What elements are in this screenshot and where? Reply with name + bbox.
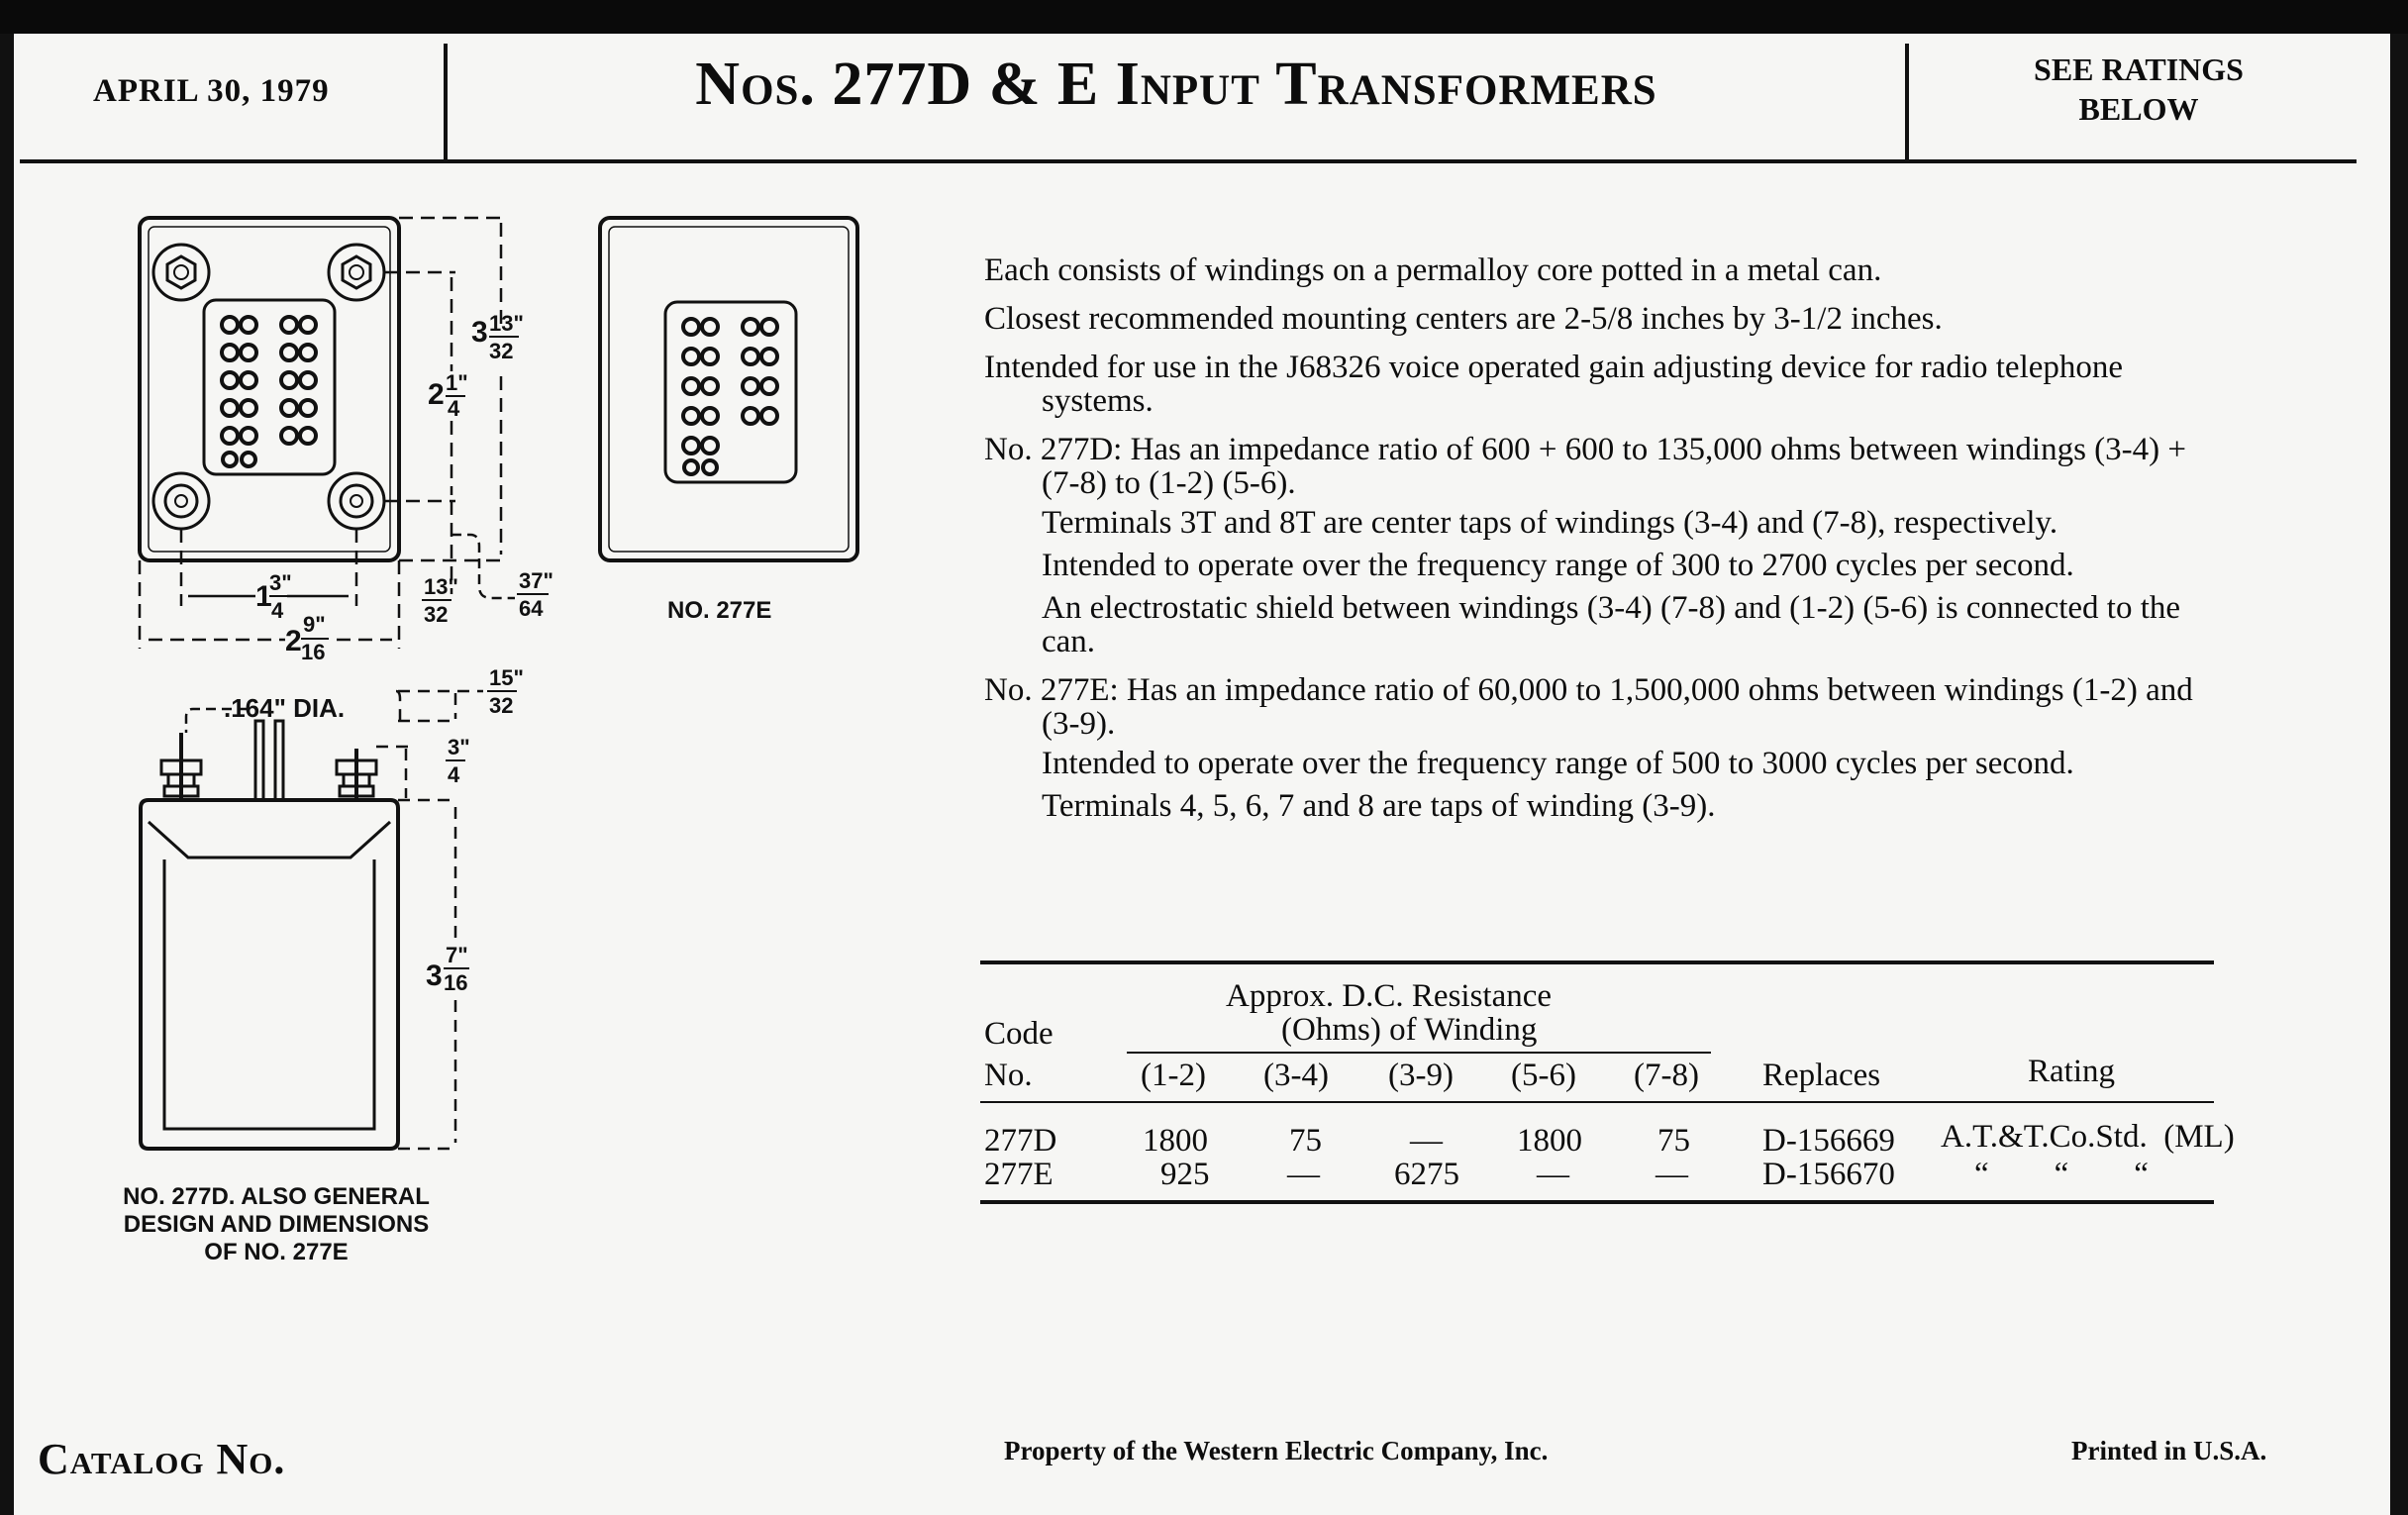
terminal-stud-right (337, 749, 376, 800)
dim-3-7-16-whole: 3 (426, 960, 443, 992)
desc-mounting: Closest recommended mounting centers are 2-5/8 inches by 3-1/2 inches. (984, 301, 1943, 337)
dim-15-32-num: 15" (489, 665, 524, 690)
col-header-3-4: (3-4) (1263, 1058, 1329, 1093)
desc-277e-taps: Terminals 4, 5, 6, 7 and 8 are taps of winding (3-9). (1042, 788, 1716, 824)
table-header-rule (980, 1101, 2214, 1103)
row-277e-r34: — (1287, 1157, 1320, 1192)
ratings-note-line1: SEE RATINGS (2034, 51, 2244, 87)
row-277d-r78: 75 (1657, 1123, 1690, 1159)
property-notice: Property of the Western Electric Company, Inc. (1004, 1436, 1549, 1465)
catalog-number-label: Catalog No. (38, 1435, 286, 1483)
issue-date: APRIL 30, 1979 (93, 73, 330, 109)
col-header-7-8: (7-8) (1634, 1058, 1699, 1093)
side-view-277d (141, 691, 483, 1149)
row-277d-replaces: D-156669 (1762, 1123, 1895, 1159)
row-277e-r39: 6275 (1394, 1157, 1459, 1192)
desc-277d-shield: An electrostatic shield between windings (3-4) (7-8) and (1-2) (5-6) is connected to the can. (1042, 590, 2181, 659)
row-277d-r12: 1800 (1143, 1123, 1208, 1159)
row-277e-r78: — (1656, 1157, 1688, 1192)
terminal-array-277e (683, 319, 777, 474)
group-header-line1: Approx. D.C. Resistance (1226, 978, 1553, 1014)
col-header-rating: Rating (2028, 1054, 2115, 1089)
col-header-3-9: (3-9) (1388, 1058, 1454, 1093)
caption-277e: NO. 277E (667, 597, 772, 624)
col-header-replaces: Replaces (1762, 1058, 1881, 1093)
mounting-stud-tr (329, 245, 384, 300)
row-277d-r39: — (1410, 1123, 1443, 1159)
dim-37-64-num: 37" (519, 568, 553, 593)
desc-277d-taps: Terminals 3T and 8T are center taps of windings (3-4) and (7-8), respectively. (1042, 505, 2058, 541)
col-header-5-6: (5-6) (1511, 1058, 1576, 1093)
row-277e-r56: — (1537, 1157, 1569, 1192)
group-header-line2: (Ohms) of Winding (1281, 1012, 1538, 1048)
row-277e-r12: 925 (1160, 1157, 1210, 1192)
dim-3-7-16-num: 7" (446, 943, 468, 967)
row-277e-rating: “ “ “ (1974, 1157, 2149, 1192)
top-view-277e (600, 218, 857, 560)
caption-277d-line3: OF NO. 277E (204, 1239, 349, 1265)
terminal-array-277d (222, 317, 316, 466)
caption-277d-line2: DESIGN AND DIMENSIONS (123, 1211, 430, 1238)
top-view-277d (140, 218, 515, 649)
desc-277e: No. 277E: Has an impedance ratio of 60,000 to 1,500,000 ohms between windings (1-2) and (3-9). (984, 672, 2193, 742)
dim-1-3-4-num: 3" (269, 570, 292, 595)
code-header-line1: Code (984, 1016, 1054, 1052)
table-bottom-rule (980, 1200, 2214, 1204)
dim-2-1-4-den: 4 (448, 396, 460, 421)
mounting-stud-bl (153, 473, 209, 529)
ratings-note-line2: BELOW (2078, 91, 2199, 127)
caption-277d-line1: NO. 277D. ALSO GENERAL (123, 1183, 430, 1210)
table-top-rule (980, 960, 2214, 964)
dim-3-4-num: 3" (448, 735, 470, 759)
dim-2-9-16-den: 16 (301, 640, 326, 664)
dim-2-1-4-whole: 2 (428, 378, 445, 411)
dim-3-13-32-den: 32 (489, 339, 514, 363)
dim-1-3-4-whole: 1 (255, 580, 272, 613)
desc-277e-frequency: Intended to operate over the frequency range of 500 to 3000 cycles per second. (1042, 746, 2074, 781)
dim-3-13-32-whole: 3 (471, 316, 488, 349)
row-277d-r34: 75 (1289, 1123, 1322, 1159)
mounting-stud-tl (153, 245, 209, 300)
col-header-1-2: (1-2) (1141, 1058, 1206, 1093)
dim-13-32-num: 13" (424, 574, 458, 599)
desc-usage: Intended for use in the J68326 voice operated gain adjusting device for radio telephone systems. (984, 350, 2124, 419)
row-277e-code: 277E (984, 1157, 1054, 1192)
description (984, 253, 2212, 832)
group-header-rule (1127, 1052, 1711, 1054)
dim-37-64-den: 64 (519, 596, 544, 621)
dim-2-9-16-num: 9" (303, 612, 326, 637)
dim-3-4-den: 4 (448, 762, 460, 787)
dim-13-32-den: 32 (424, 602, 449, 627)
desc-277d: No. 277D: Has an impedance ratio of 600 + 600 to 135,000 ohms between windings (3-4) + (7-8) to (1-2) (5-6). (984, 432, 2187, 501)
dim-dia: .164" DIA. (224, 693, 346, 723)
code-header-line2: No. (984, 1058, 1033, 1093)
desc-277d-frequency: Intended to operate over the frequency range of 300 to 2700 cycles per second. (1042, 548, 2074, 583)
row-277d-code: 277D (984, 1123, 1057, 1159)
terminal-stud-left (161, 733, 201, 800)
row-277e-replaces: D-156670 (1762, 1157, 1895, 1192)
row-277d-rating: A.T.&T.Co.Std. (ML) (1941, 1119, 2235, 1155)
page-title: Nos. 277D & E Input Transformers (695, 50, 1657, 118)
dim-1-3-4-den: 4 (271, 598, 284, 623)
printed-notice: Printed in U.S.A. (2071, 1436, 2267, 1465)
dim-3-13-32-num: 13" (489, 311, 524, 336)
dim-2-1-4-num: 1" (446, 370, 468, 395)
dim-15-32-den: 32 (489, 693, 514, 718)
dim-3-7-16-den: 16 (444, 970, 468, 995)
desc-construction: Each consists of windings on a permalloy core potted in a metal can. (984, 252, 1882, 288)
mounting-stud-br (329, 473, 384, 529)
row-277d-r56: 1800 (1517, 1123, 1582, 1159)
dim-2-9-16-whole: 2 (285, 625, 302, 657)
